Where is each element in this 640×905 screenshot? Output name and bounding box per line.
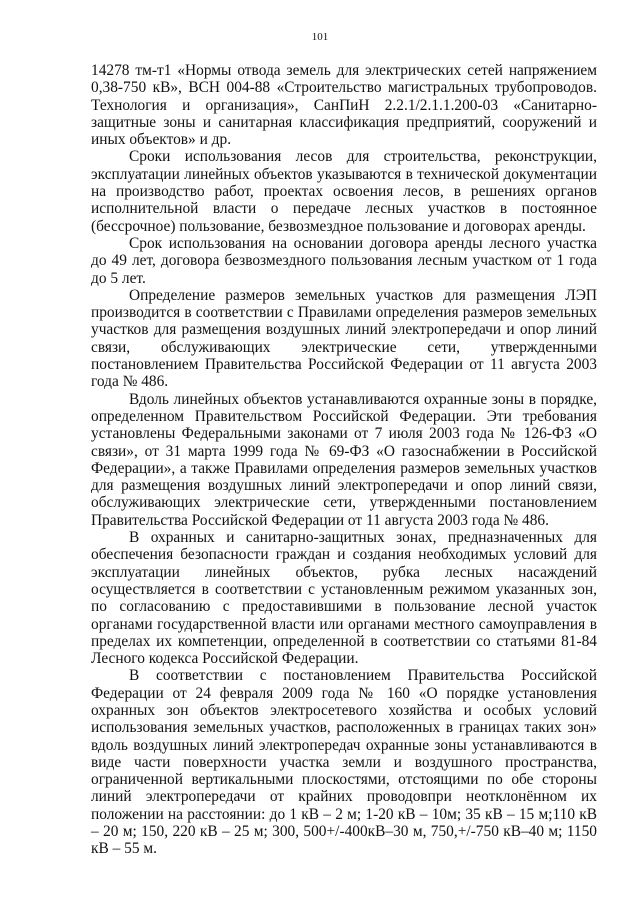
page-number: 101 bbox=[311, 31, 329, 43]
paragraph-regulations-continuation: 14278 тм-т1 «Нормы отвода земель для электрических сетей напряжением 0,38-750 кВ», ВСН 004-88 «Строительство магистральных трубопроводов. Технология и организация», СанПиН 2.2.1/2.1.1.200-03 «Санитарно-защитные зоны и санитарная классификация предприятий, сооружений и иных объектов» и др. bbox=[91, 62, 597, 149]
document-body bbox=[91, 62, 597, 858]
paragraph-sanitary-zones-felling: В охранных и санитарно-защитных зонах, предназначенных для обеспечения безопасности граждан и создания необходимых условий для эксплуатации линейных объектов, рубка лесных насаждений осуществляется в соответствии с установленным режимом указанных зон, по согласованию с предоставившими в пользование лесной участок органами государственной власти или органами местного самоуправления в пределах их компетенции, определенной в соответствии со статьями 81-84 Лесного кодекса Российской Федерации. bbox=[91, 529, 597, 668]
paragraph-forest-use-terms: Сроки использования лесов для строительства, реконструкции, эксплуатации линейных объектов указываются в технической документации на производство работ, проектах освоения лесов, в решениях органов исполнительной власти о передаче лесных участков в постоянное (бессрочное) пользование, безвозмездное пользование и договорах аренды. bbox=[91, 148, 597, 235]
paragraph-lease-duration: Срок использования на основании договора аренды лесного участка до 49 лет, договора безвозмездного пользования лесным участком от 1 года до 5 лет. bbox=[91, 234, 597, 287]
paragraph-power-line-land-size: Определение размеров земельных участков для размещения ЛЭП производится в соответствии с Правилами определения размеров земельных участков для размещения воздушных линий электропередачи и опор линий связи, обслуживающих электрические сети, утвержденными постановлением Правительства Российской Федерации от 11 августа 2003 года № 486. bbox=[91, 286, 597, 391]
paragraph-protected-zones-law: Вдоль линейных объектов устанавливаются охранные зоны в порядке, определенном Правительством Российской Федерации. Эти требования установлены Федеральными законами от 7 июля 2003 года № 126-ФЗ «О связи», от 31 марта 1999 года № 69-ФЗ «О газоснабжении в Российской Федерации», а также Правилами определения размеров земельных участков для размещения воздушных линий электропередачи и опор линий связи, обслуживающих электрические сети, утвержденными постановлением Правительства Российской Федерации от 11 августа 2003 года № 486. bbox=[91, 390, 597, 529]
paragraph-power-line-protected-zones: В соответствии с постановлением Правительства Российской Федерации от 24 февраля 2009 года № 160 «О порядке установления охранных зон объектов электросетевого хозяйства и особых условий использования земельных участков, расположенных в границах таких зон» вдоль воздушных линий электропередач охранные зоны устанавливаются в виде части поверхности участка земли и воздушного пространства, ограниченной вертикальными плоскостями, отстоящими по обе стороны линий электропередачи от крайних проводовпри неотклонённом их положении на расстоянии: до 1 кВ – 2 м; 1-20 кВ – 10м; 35 кВ – 15 м;110 кВ – 20 м; 150, 220 кВ – 25 м; 300, 500+/-400кВ–30 м, 750,+/-750 кВ–40 м; 1150 кВ – 55 м. bbox=[91, 667, 597, 858]
